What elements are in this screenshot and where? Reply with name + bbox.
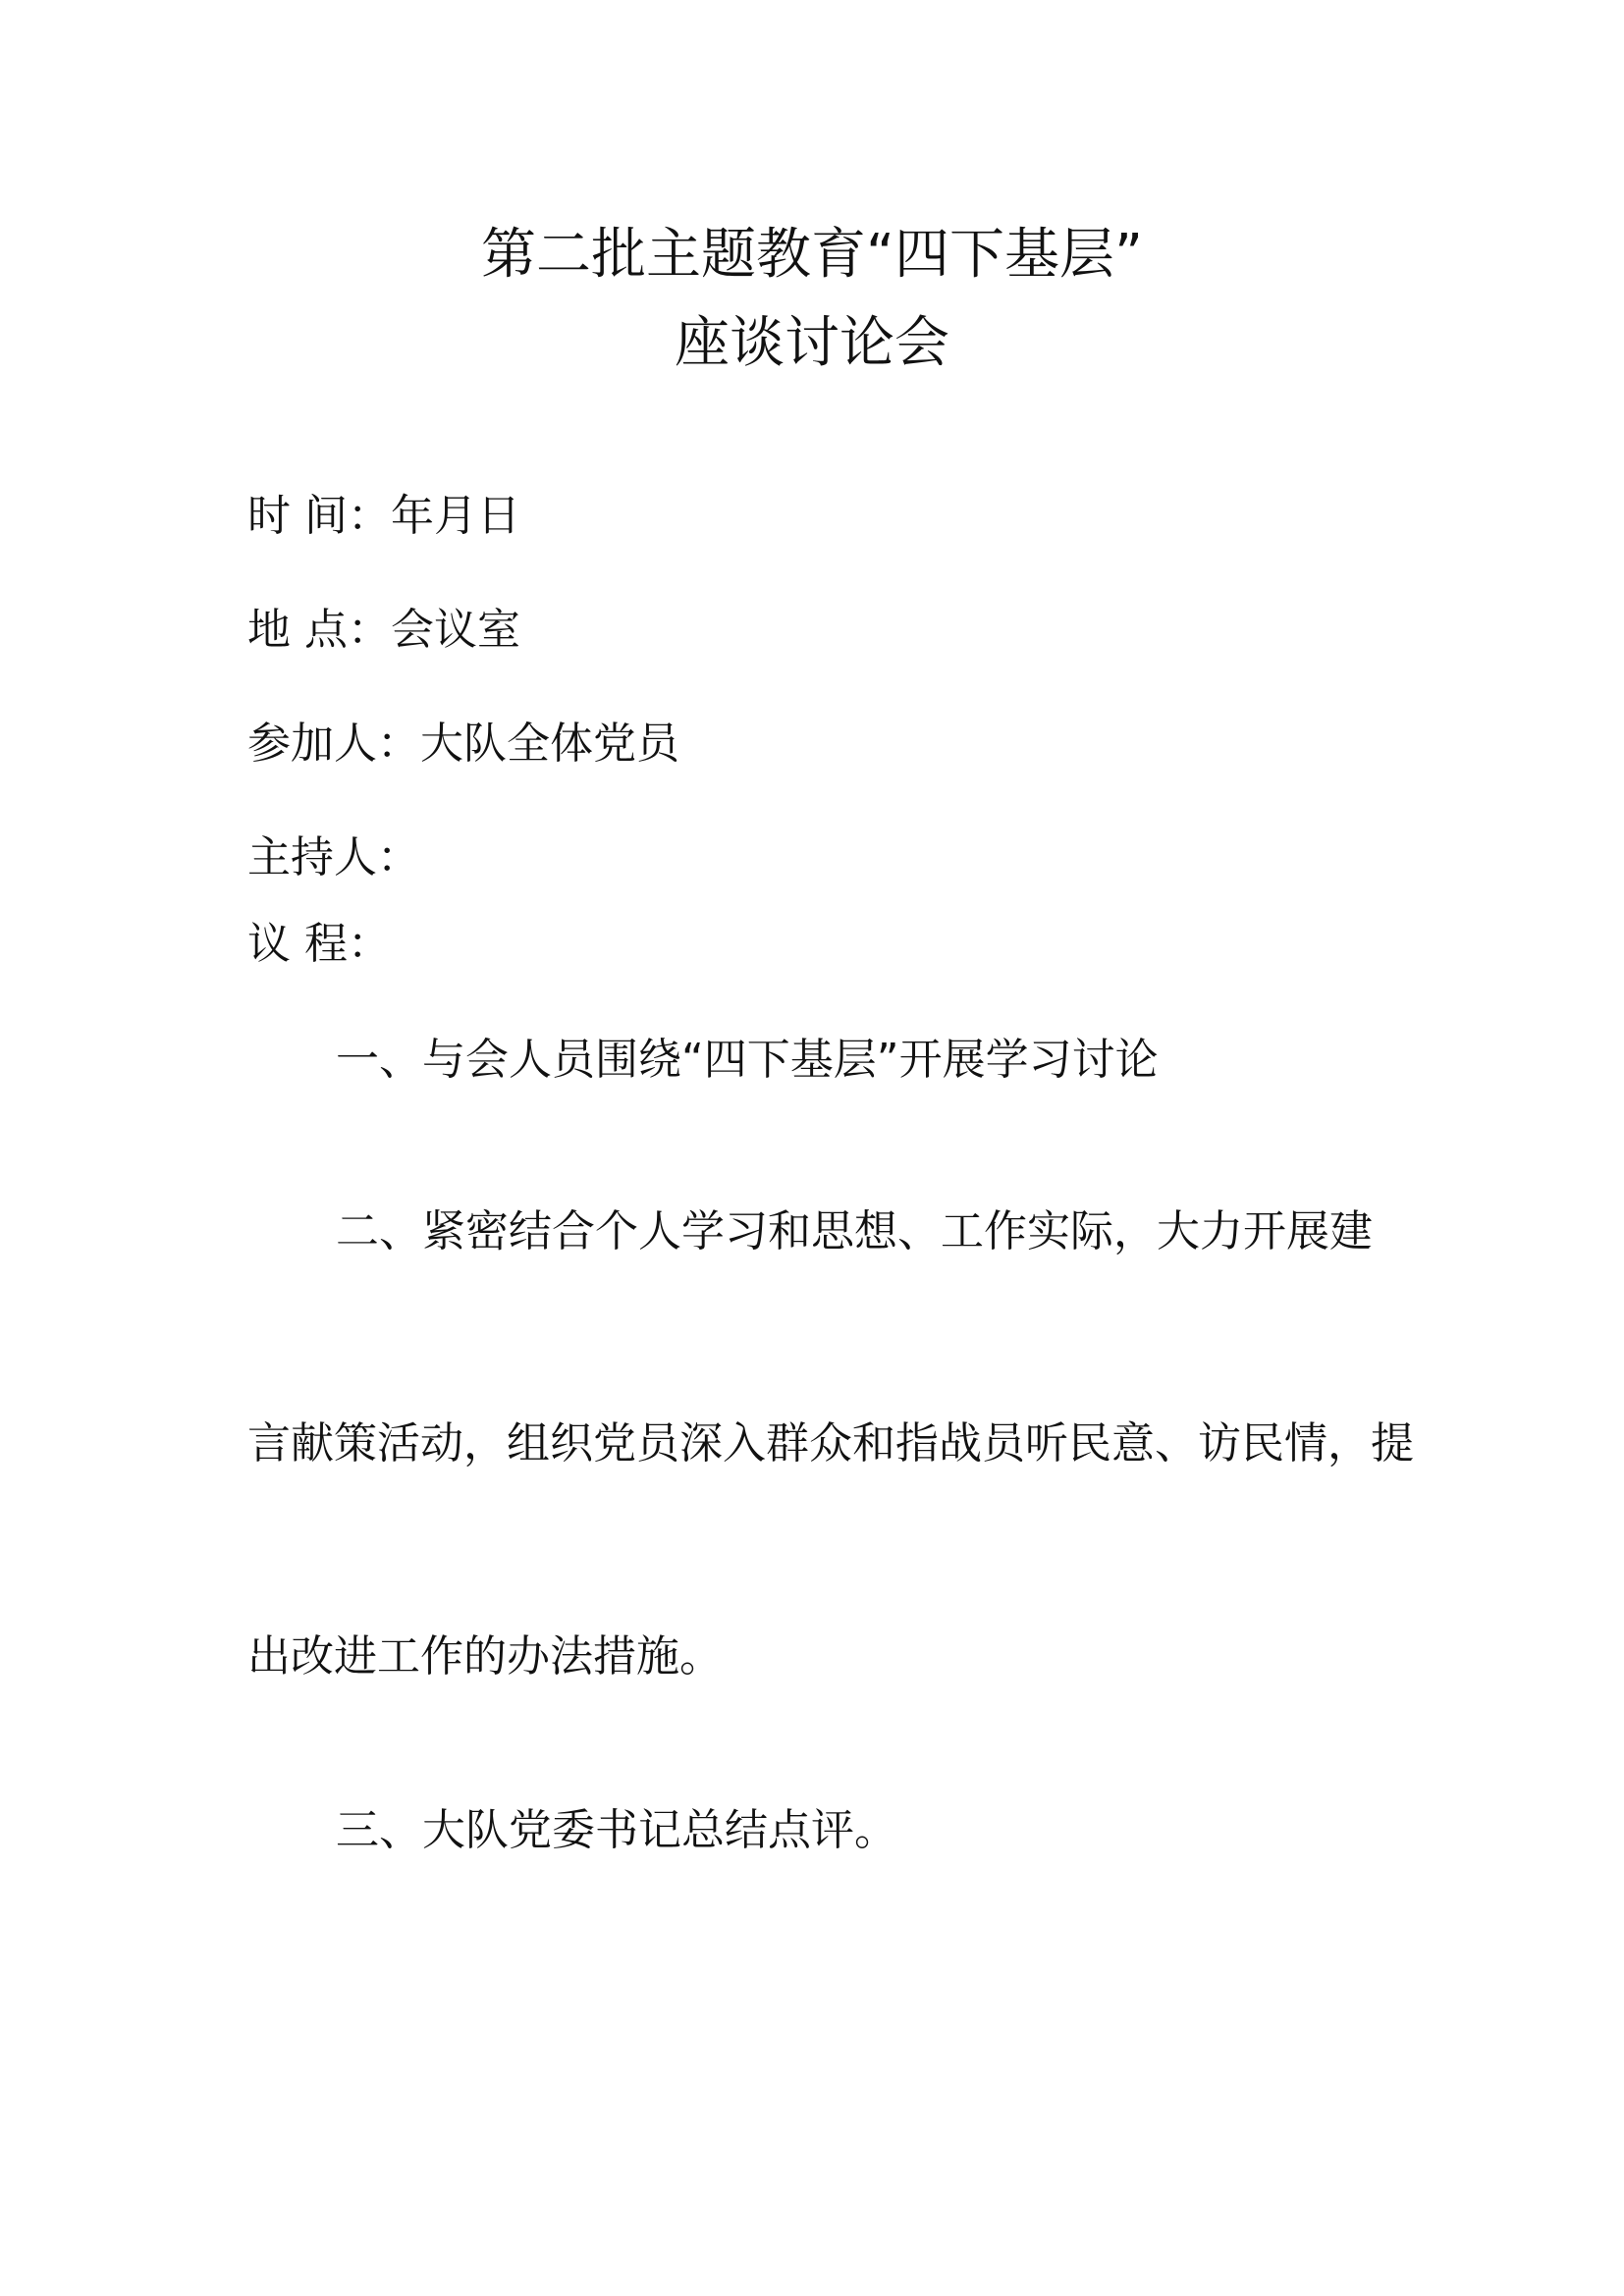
agenda-item-2-line2: 言献策活动，组织党员深入群众和指战员听民意、访民情，提 <box>247 1418 1414 1468</box>
meeting-host-row <box>247 832 420 882</box>
meeting-place-label: 地 点： <box>247 605 391 655</box>
meeting-host-label: 主持人： <box>247 832 420 882</box>
meeting-time-row <box>247 491 520 541</box>
meeting-time-label: 时 间： <box>247 491 391 541</box>
agenda-item-1: 一、与会人员围绕“四下基层”开展学习讨论 <box>336 1035 1159 1085</box>
meeting-attendees-label: 参加人： <box>247 719 420 769</box>
meeting-attendees-row <box>247 719 679 769</box>
document-title-line1: 第二批主题教育“四下基层” <box>480 223 1144 287</box>
document-title-line2: 座谈讨论会 <box>675 311 949 375</box>
meeting-time-value: 年月日 <box>391 491 520 541</box>
meeting-attendees-value: 大队全体党员 <box>420 719 679 769</box>
meeting-agenda-label: 议 程： <box>247 919 391 969</box>
agenda-item-2-line1: 二、紧密结合个人学习和思想、工作实际，大力开展建 <box>336 1206 1373 1256</box>
meeting-place-row <box>247 605 520 655</box>
meeting-place-value: 会议室 <box>391 605 520 655</box>
agenda-item-2-line3: 出改进工作的办法措施。 <box>247 1631 723 1682</box>
agenda-item-3: 三、大队党委书记总结点评。 <box>336 1805 897 1855</box>
